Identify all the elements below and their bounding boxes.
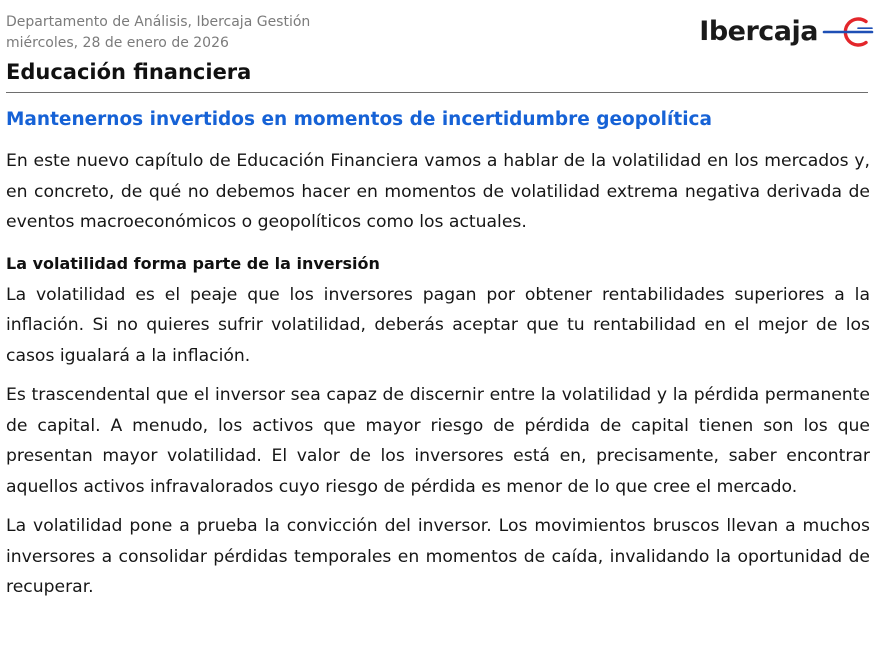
article-subheading: La volatilidad forma parte de la inversión bbox=[6, 253, 380, 273]
article-intro: En este nuevo capítulo de Educación Financiera vamos a hablar de la volatilidad en los mercados y, en concreto, de qué no debemos hacer en momentos de volatilidad extrema negativa derivada de eventos macroeconómicos o geopolíticos como los actuales. bbox=[6, 151, 870, 232]
article-paragraph: La volatilidad pone a prueba la convicción del inversor. Los movimientos bruscos llevan a muchos inversores a consolidar pérdidas temporales en momentos de caída, invalidando la oportunidad de recuperar. bbox=[6, 516, 870, 597]
article-title: Mantenernos invertidos en momentos de incertidumbre geopolítica bbox=[6, 109, 712, 130]
brand-lockup bbox=[699, 14, 874, 50]
header-divider bbox=[6, 92, 868, 93]
section-title: Educación financiera bbox=[6, 60, 252, 84]
date-line: miércoles, 28 de enero de 2026 bbox=[6, 35, 229, 51]
document-page bbox=[6, 0, 870, 663]
article-paragraph: La volatilidad es el peaje que los inversores pagan por obtener rentabilidades superiores a la inflación. Si no quieres sufrir volatilidad, deberás aceptar que tu rentabilidad en el mejor de los casos igualará a la inflación. bbox=[6, 284, 870, 366]
article bbox=[6, 106, 870, 612]
ibercaja-logo-icon bbox=[822, 15, 874, 49]
article-paragraph: Es trascendental que el inversor sea capaz de discernir entre la volatilidad y la pérdida permanente de capital. A menudo, los activos que mayor riesgo de pérdida de capital tienen son los que presentan mayor volatilidad. El valor de los inversores está en, precisamente, saber encontrar aquellos activos infravalorados cuyo riesgo de pérdida es menor de lo que cree el mercado. bbox=[6, 385, 870, 497]
department-line: Departamento de Análisis, Ibercaja Gestión bbox=[6, 14, 311, 30]
header-meta bbox=[6, 12, 310, 54]
brand-name: Ibercaja bbox=[699, 16, 818, 47]
